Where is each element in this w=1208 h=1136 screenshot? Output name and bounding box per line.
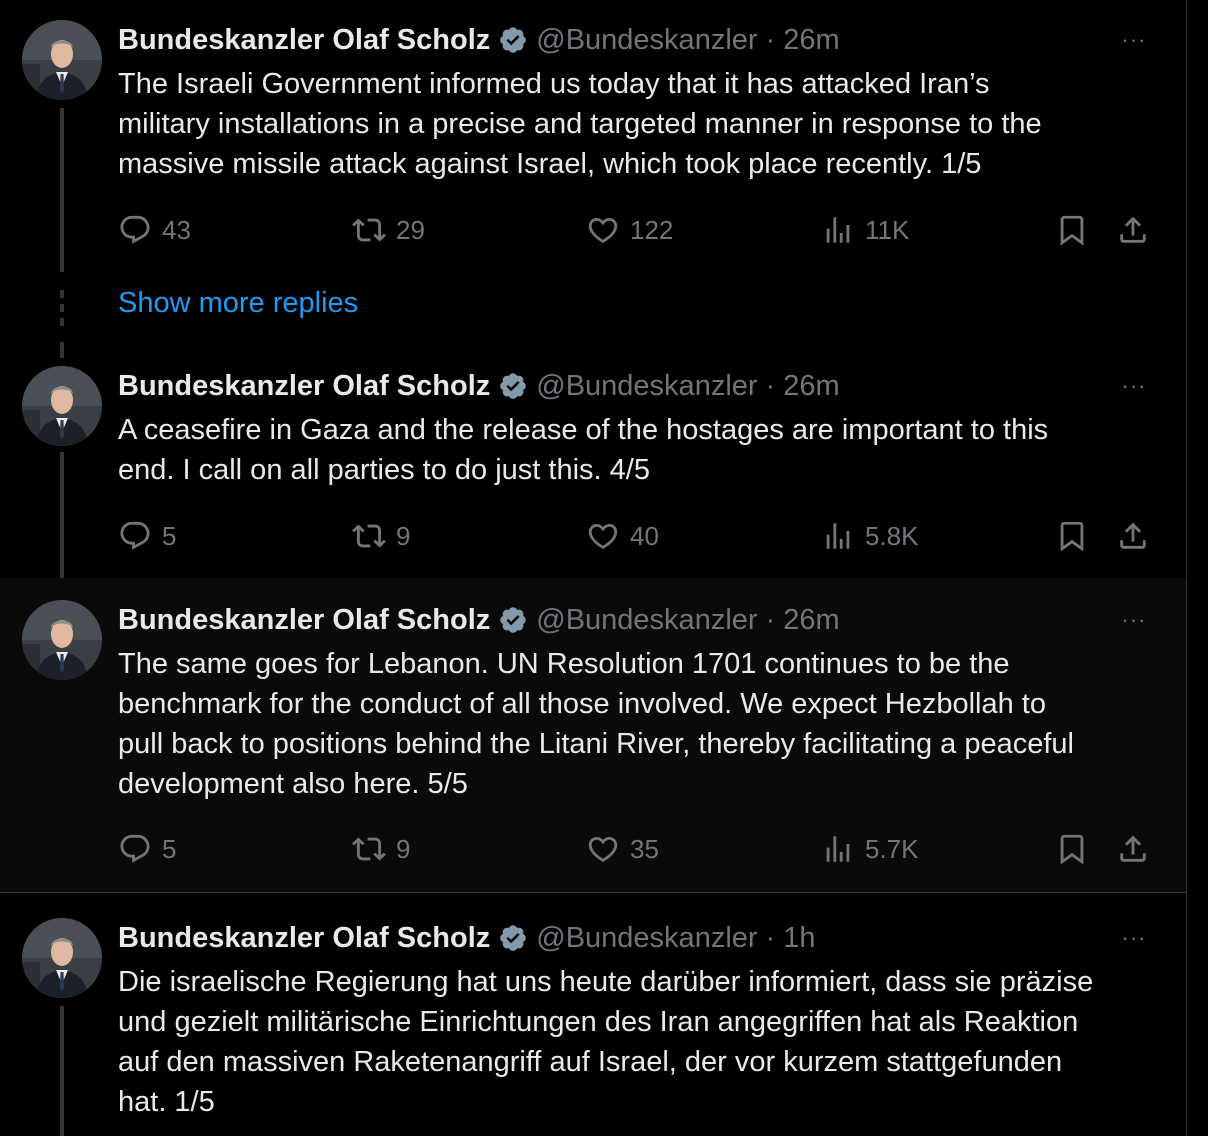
- share-icon: [1116, 832, 1150, 866]
- tweet-header: [118, 369, 840, 403]
- tweet-text: The Israeli Government informed us today that it has attacked Iran’s military installations in a precise and targeted manner in response to the massive missile attack against Israel, which took place recently. 1/5: [118, 68, 1042, 180]
- retweet-icon: [352, 213, 386, 247]
- more-icon[interactable]: ···: [1121, 373, 1147, 398]
- retweet-count: 29: [396, 214, 425, 245]
- bookmark-button[interactable]: [1055, 829, 1099, 869]
- retweet-icon: [352, 832, 386, 866]
- tweet-text: The same goes for Lebanon. UN Resolution 1701 continues to be the benchmark for the conduct of all those involved. We expect Hezbollah to pull back to positions behind the Litani River, thereby facilitating a peaceful development also here. 5/5: [118, 648, 1074, 800]
- like-button[interactable]: [586, 829, 659, 869]
- reply-icon: [118, 213, 152, 247]
- reply-icon: [118, 832, 152, 866]
- avatar[interactable]: [22, 366, 102, 446]
- retweet-button[interactable]: [352, 829, 410, 869]
- show-more-replies-link[interactable]: Show more replies: [118, 287, 359, 319]
- retweet-icon: [352, 519, 386, 553]
- views-icon: [821, 832, 855, 866]
- share-button[interactable]: [1116, 210, 1160, 250]
- views-button[interactable]: [821, 829, 919, 869]
- reply-icon: [118, 519, 152, 553]
- views-button[interactable]: [821, 516, 919, 556]
- more-icon[interactable]: ···: [1121, 27, 1147, 52]
- tweet-header: [118, 921, 816, 955]
- views-button[interactable]: [821, 210, 909, 250]
- heart-icon: [586, 213, 620, 247]
- tweet[interactable]: [0, 0, 1186, 280]
- heart-icon: [586, 519, 620, 553]
- author-handle[interactable]: @Bundeskanzler: [536, 369, 758, 402]
- view-count: 5.7K: [865, 833, 919, 864]
- timestamp[interactable]: · 1h: [765, 921, 816, 954]
- view-count: 11K: [865, 214, 910, 245]
- tweet-actions: [118, 516, 1158, 556]
- share-icon: [1116, 213, 1150, 247]
- verified-badge-icon[interactable]: [498, 371, 528, 401]
- reply-button[interactable]: [118, 829, 176, 869]
- reply-count: 5: [162, 520, 177, 551]
- heart-icon: [586, 832, 620, 866]
- tweet-actions: [118, 829, 1158, 869]
- view-count: 5.8K: [865, 520, 919, 551]
- timestamp[interactable]: · 26m: [765, 23, 840, 56]
- retweet-button[interactable]: [352, 210, 425, 250]
- reply-count: 43: [162, 214, 191, 245]
- author-name[interactable]: Bundeskanzler Olaf Scholz: [118, 369, 491, 402]
- tweet-header: [118, 23, 840, 57]
- tweet[interactable]: [0, 896, 1186, 1136]
- thread-dots: [60, 290, 64, 332]
- reply-count: 5: [162, 833, 177, 864]
- tweet[interactable]: [0, 346, 1186, 576]
- column-border: [1186, 0, 1187, 1136]
- more-icon[interactable]: ···: [1121, 925, 1147, 950]
- views-icon: [821, 519, 855, 553]
- timestamp[interactable]: · 26m: [765, 369, 840, 402]
- author-name[interactable]: Bundeskanzler Olaf Scholz: [118, 921, 491, 954]
- bookmark-icon: [1055, 213, 1089, 247]
- bookmark-button[interactable]: [1055, 210, 1099, 250]
- bookmark-icon: [1055, 832, 1089, 866]
- avatar[interactable]: [22, 918, 102, 998]
- like-button[interactable]: [586, 516, 659, 556]
- more-icon[interactable]: ···: [1121, 607, 1147, 632]
- tweet-text: Die israelische Regierung hat uns heute darüber informiert, dass sie präzise und gezielt militärische Einrichtungen des Iran angegriffen hat als Reaktion auf den massiven Raketenangriff auf Israel, der vor kurzem stattgefunden hat. 1/5: [118, 966, 1094, 1118]
- views-icon: [821, 213, 855, 247]
- author-name[interactable]: Bundeskanzler Olaf Scholz: [118, 603, 491, 636]
- verified-badge-icon[interactable]: [498, 605, 528, 635]
- retweet-button[interactable]: [352, 516, 410, 556]
- author-handle[interactable]: @Bundeskanzler: [536, 603, 758, 636]
- tweet-text: A ceasefire in Gaza and the release of the hostages are important to this end. I call on all parties to do just this. 4/5: [118, 414, 1049, 486]
- retweet-count: 9: [396, 520, 411, 551]
- share-button[interactable]: [1116, 829, 1160, 869]
- reply-button[interactable]: [118, 516, 176, 556]
- like-count: 40: [630, 520, 659, 551]
- retweet-count: 9: [396, 833, 411, 864]
- bookmark-button[interactable]: [1055, 516, 1099, 556]
- like-button[interactable]: [586, 210, 673, 250]
- author-handle[interactable]: @Bundeskanzler: [536, 23, 758, 56]
- share-icon: [1116, 519, 1150, 553]
- timestamp[interactable]: · 26m: [765, 603, 840, 636]
- bookmark-icon: [1055, 519, 1089, 553]
- reply-button[interactable]: [118, 210, 191, 250]
- verified-badge-icon[interactable]: [498, 923, 528, 953]
- avatar[interactable]: [22, 600, 102, 680]
- like-count: 122: [630, 214, 674, 245]
- author-handle[interactable]: @Bundeskanzler: [536, 921, 758, 954]
- author-name[interactable]: Bundeskanzler Olaf Scholz: [118, 23, 491, 56]
- like-count: 35: [630, 833, 659, 864]
- verified-badge-icon[interactable]: [498, 25, 528, 55]
- tweet-divider: [0, 892, 1186, 893]
- tweet-header: [118, 603, 840, 637]
- avatar[interactable]: [22, 20, 102, 100]
- tweet[interactable]: [0, 578, 1186, 892]
- share-button[interactable]: [1116, 516, 1160, 556]
- tweet-actions: [118, 210, 1158, 250]
